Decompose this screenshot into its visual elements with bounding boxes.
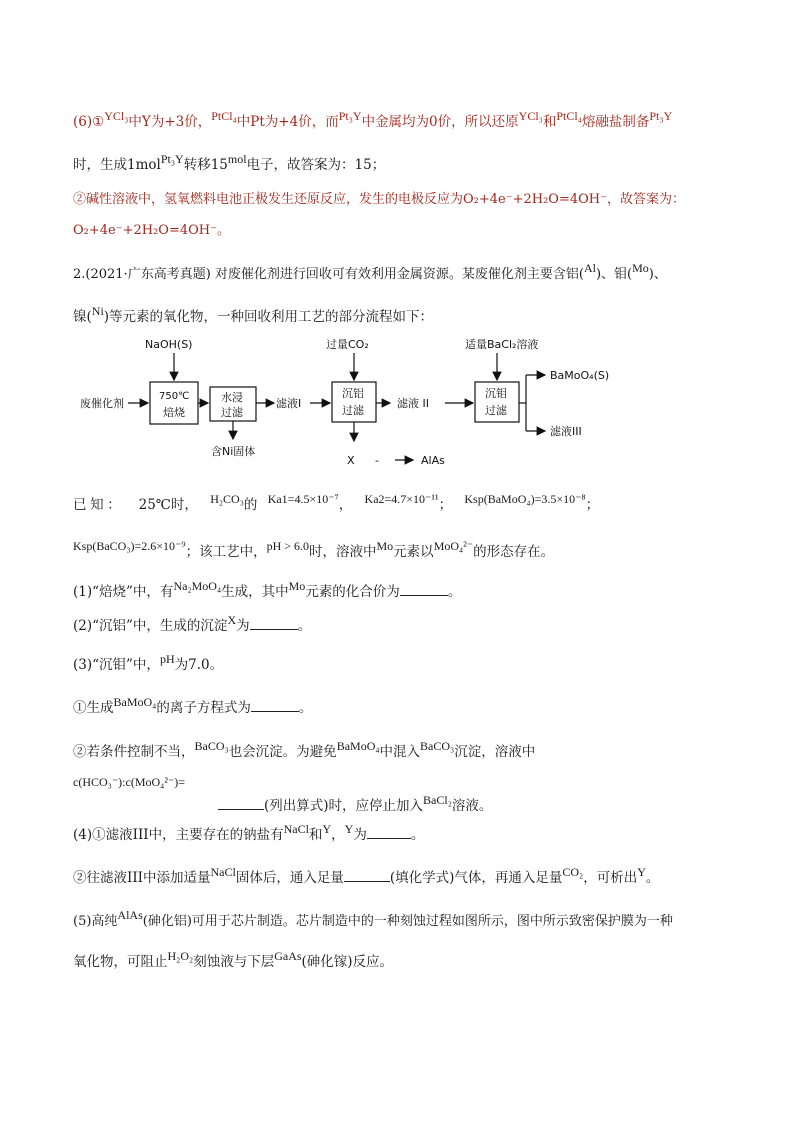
formula: Ka1=4.5×10⁻⁷ xyxy=(267,492,339,506)
question-5-line-1 xyxy=(73,910,673,929)
text: ； xyxy=(438,497,453,513)
formula: PtCl₄ xyxy=(556,109,582,123)
al-precip-label: 沉铝 xyxy=(342,387,364,400)
formula: Y xyxy=(322,822,332,836)
answer-blank[interactable] xyxy=(251,698,299,712)
co2-label: 过量CO₂ xyxy=(326,338,369,351)
text: (2)“沉铝”中，生成的沉淀 xyxy=(73,618,228,634)
filtrate-1-label: 滤液I xyxy=(276,397,302,410)
roast-label: 焙烧 xyxy=(163,406,185,419)
text: ，可析出 xyxy=(583,870,638,886)
formula: H₂CO₃ xyxy=(210,492,244,506)
formula: Ni xyxy=(91,304,104,318)
bacl2-label: 适量BaCl₂溶液 xyxy=(465,338,539,351)
formula: NaCl xyxy=(283,822,309,836)
formula: pH xyxy=(159,652,175,666)
bamoo4-label: BaMoO₄(S) xyxy=(550,369,610,382)
formula: MoO₄²⁻ xyxy=(433,539,474,553)
formula: GaAs xyxy=(274,949,302,963)
filter-label: 过滤 xyxy=(221,406,243,419)
text: 元素的化合价为 xyxy=(305,584,400,600)
text: (4)①滤液III中，主要存在的钠盐有 xyxy=(73,827,284,843)
text: 的离子方程式为 xyxy=(156,700,251,716)
question-4b xyxy=(73,866,659,886)
question-2 xyxy=(73,614,311,634)
text: 电子，故答案为：15； xyxy=(246,157,386,173)
known-line-1 xyxy=(73,493,599,513)
text: 固体后，通入足量 xyxy=(235,870,344,886)
answer-blank[interactable] xyxy=(367,825,411,839)
ni-solid-label: 含Ni固体 xyxy=(211,445,256,458)
text: 的 xyxy=(243,497,258,513)
answer-blank[interactable] xyxy=(400,582,448,596)
text: (5)高纯 xyxy=(73,914,118,929)
formula: Pt₃Y xyxy=(160,152,184,166)
formula: BaCl₂ xyxy=(423,793,452,807)
answer-line-4: O₂+4e⁻+2H₂O=4OH⁻。 xyxy=(73,223,230,238)
text: 转移15 xyxy=(183,157,228,173)
formula: YCl₃ xyxy=(104,109,129,123)
mo-precip-label: 沉钼 xyxy=(485,387,507,400)
text: ②往滤液III中添加适量 xyxy=(73,870,211,886)
formula: Al xyxy=(583,261,596,275)
text: 。 xyxy=(297,618,312,634)
text: 氧化物，可阻止 xyxy=(73,954,168,970)
text: 。 xyxy=(298,700,313,716)
formula: AlAs xyxy=(117,908,143,922)
text: 为 xyxy=(353,827,367,843)
question-intro-line-2 xyxy=(73,305,433,325)
formula: Pt₃Y xyxy=(338,109,362,123)
formula: Ksp(BaMoO₄)=3.5×10⁻⁸ xyxy=(464,492,586,506)
input-label: 废催化剂 xyxy=(80,397,124,410)
text: )、 xyxy=(648,267,667,282)
text: )、钼( xyxy=(595,267,633,282)
leach-label: 水浸 xyxy=(221,391,243,404)
text: (砷化镓)反应。 xyxy=(301,954,394,970)
filtrate-3-label: 滤液III xyxy=(550,425,582,438)
formula: X xyxy=(227,613,237,627)
text: 沉淀，溶液中 xyxy=(454,744,536,760)
formula: Ksp(BaCO₃)=2.6×10⁻⁹ xyxy=(73,539,186,553)
text: 中金属均为0价，所以还原 xyxy=(361,114,519,130)
filtrate-2-label: 滤液 II xyxy=(397,397,429,410)
text: 熔融盐制备 xyxy=(581,114,650,130)
text: )等元素的氧化物，一种回收利用工艺的部分流程如下： xyxy=(103,309,434,325)
text: 2.(2021·广东高考真题) 对废催化剂进行回收可有效利用金属资源。某废催化剂主要含铝( xyxy=(73,267,584,282)
answer-blank[interactable] xyxy=(250,616,298,630)
text: ①生成 xyxy=(73,700,114,716)
text: 溶液。 xyxy=(451,798,493,814)
text: ， xyxy=(338,497,353,513)
text: (列出算式)时，应停止加入 xyxy=(264,798,424,814)
formula: c(HCO₃⁻):c(MoO₄²⁻)= xyxy=(73,775,186,789)
text: 时，溶液中 xyxy=(309,544,377,560)
dash-label: - xyxy=(375,454,379,467)
text: 也会沉淀。为避免 xyxy=(228,744,337,760)
text: 中混入 xyxy=(379,744,421,760)
process-flowchart xyxy=(70,335,650,470)
question-5-line-2 xyxy=(73,950,393,970)
question-intro-line-1 xyxy=(73,263,667,282)
formula: BaCO₃ xyxy=(194,739,229,753)
formula: CO₂ xyxy=(562,865,584,879)
answer-line-1 xyxy=(73,110,672,130)
text: 。 xyxy=(410,827,425,843)
formula: Na₂MoO₄ xyxy=(173,579,222,593)
formula: H₂O₂ xyxy=(167,949,194,963)
known-line-2 xyxy=(73,540,554,560)
text: 中Y为+3价， xyxy=(128,114,212,130)
formula: pH > 6.0 xyxy=(266,539,310,553)
formula: Ka2=4.7×10⁻¹¹ xyxy=(364,492,439,506)
naoh-label: NaOH(S) xyxy=(145,338,193,351)
text: ；该工艺中， xyxy=(185,544,267,560)
mo-filter-label: 过滤 xyxy=(485,404,507,417)
text: 刻蚀液与下层 xyxy=(193,954,275,970)
formula: Y xyxy=(344,822,354,836)
text: 。 xyxy=(645,870,660,886)
alas-label: AlAs xyxy=(421,454,445,467)
text: 生成，其中 xyxy=(221,584,289,600)
text: (6)① xyxy=(73,114,105,130)
question-3b-line-2 xyxy=(73,775,493,814)
formula: mol xyxy=(227,152,247,166)
formula: NaCl xyxy=(210,865,236,879)
text: 和 xyxy=(542,114,557,130)
text: (1)“焙烧”中，有 xyxy=(73,584,174,600)
text: 已知： xyxy=(73,497,125,513)
text: 。 xyxy=(447,584,462,600)
formula: Mo xyxy=(376,539,394,553)
text: 和 xyxy=(308,827,323,843)
question-3a xyxy=(73,696,312,716)
text: 中Pt为+4价，而 xyxy=(236,114,339,130)
text: 的形态存在。 xyxy=(473,544,555,560)
answer-blank[interactable] xyxy=(218,796,264,810)
formula: BaMoO₄ xyxy=(113,695,157,709)
answer-blank[interactable] xyxy=(344,868,390,882)
roast-temp: 750℃ xyxy=(159,391,190,402)
formula: Y xyxy=(637,865,646,879)
question-4 xyxy=(73,823,424,843)
formula: Pt₃Y xyxy=(649,109,673,123)
question-1 xyxy=(73,580,461,600)
text: (砷化铝)可用于芯片制造。芯片制造中的一种刻蚀过程如图所示，图中所示致密保护膜为一种 xyxy=(142,914,673,929)
answer-line-3: ②碱性溶液中，氢氧燃料电池正极发生还原反应，发生的电极反应为O₂+4e⁻+2H₂O=4OH⁻，故答案为： xyxy=(73,192,685,207)
text: 元素以 xyxy=(393,544,434,560)
formula: BaMoO₄ xyxy=(336,739,380,753)
text: 为 xyxy=(236,618,250,634)
text: 镍( xyxy=(73,309,92,325)
text: ； xyxy=(585,497,600,513)
formula: PtCl₄ xyxy=(211,109,237,123)
question-3 xyxy=(73,653,223,673)
x-label: X xyxy=(347,454,355,467)
formula: Mo xyxy=(632,261,649,275)
formula: Mo xyxy=(288,579,306,593)
text: 25℃时， xyxy=(138,497,198,513)
text: (3)“沉钼”中， xyxy=(73,657,160,673)
answer-line-2 xyxy=(73,153,385,173)
al-filter-label: 过滤 xyxy=(342,404,364,417)
text: (填化学式)气体，再通入足量 xyxy=(389,870,563,886)
text: ， xyxy=(331,827,345,843)
question-3b-line-1 xyxy=(73,740,535,760)
formula: BaCO₃ xyxy=(420,739,455,753)
text: 为7.0。 xyxy=(174,657,224,673)
formula: YCl₃ xyxy=(518,109,543,123)
text: ②若条件控制不当， xyxy=(73,744,195,760)
text: 时，生成1mol xyxy=(73,157,161,173)
